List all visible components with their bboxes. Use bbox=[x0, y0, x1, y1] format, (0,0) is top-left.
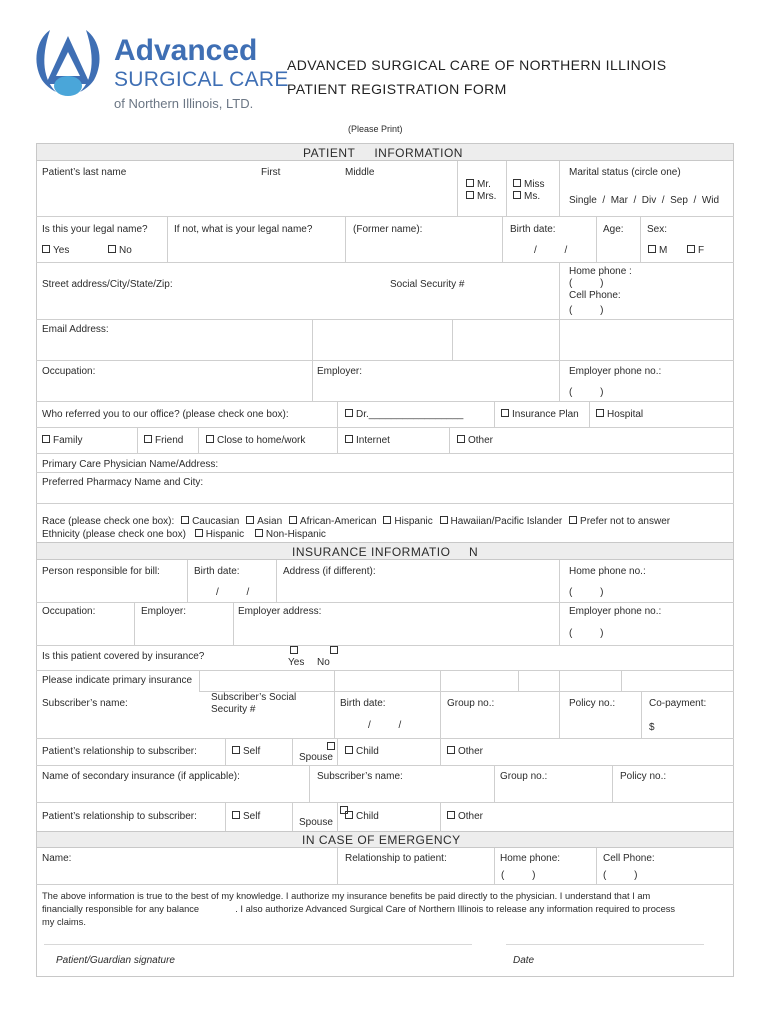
race-caucasian[interactable] bbox=[181, 516, 239, 527]
ms-label: Ms. bbox=[524, 191, 541, 202]
ref-dr-checkbox[interactable] bbox=[345, 409, 353, 417]
covered-no-label: No bbox=[317, 657, 330, 668]
subscriber-name-label: Subscriber’s name: bbox=[42, 698, 128, 709]
date-line[interactable] bbox=[506, 944, 704, 945]
last-name-label: Patient’s last name bbox=[42, 167, 127, 178]
logo-line1: Advanced bbox=[114, 34, 258, 67]
employer-phone-paren[interactable]: ( ) bbox=[569, 387, 604, 398]
sex-f-checkbox[interactable] bbox=[687, 245, 695, 253]
logo-line3: of Northern Illinois, LTD. bbox=[114, 96, 254, 111]
subscriber-birth-label: Birth date: bbox=[340, 698, 386, 709]
ref-hospital-label: Hospital bbox=[607, 409, 644, 420]
secondary-subscriber-label: Subscriber’s name: bbox=[317, 771, 403, 782]
legal-no-checkbox[interactable] bbox=[108, 245, 116, 253]
date-label: Date bbox=[513, 955, 535, 966]
race-asian[interactable] bbox=[246, 516, 282, 527]
ssn-label: Social Security # bbox=[390, 279, 465, 290]
resp-employer-address-label: Employer address: bbox=[238, 606, 322, 617]
ref-family-label: Family bbox=[53, 435, 83, 446]
first-name-label: First bbox=[261, 167, 281, 178]
relationship-label: Patient’s relationship to subscriber: bbox=[42, 746, 197, 757]
rel2-spouse-label: Spouse bbox=[299, 817, 333, 828]
race-hawaiian[interactable] bbox=[440, 516, 563, 527]
sex-m[interactable] bbox=[648, 245, 667, 256]
ref-friend-checkbox[interactable] bbox=[144, 435, 152, 443]
street-address-label: Street address/City/State/Zip: bbox=[42, 279, 173, 290]
race-caucasian-label: Caucasian bbox=[192, 516, 240, 527]
legal-no[interactable] bbox=[108, 245, 132, 256]
ref-hospital-checkbox[interactable] bbox=[596, 409, 604, 417]
resp-employer-label: Employer: bbox=[141, 606, 187, 617]
rel2-self[interactable] bbox=[232, 811, 260, 822]
secondary-insurance-label: Name of secondary insurance (if applicable): bbox=[42, 771, 240, 782]
pcp-label: Primary Care Physician Name/Address: bbox=[42, 459, 219, 470]
ref-hospital[interactable] bbox=[596, 409, 643, 420]
emergency-section-title: IN CASE OF EMERGENCY bbox=[302, 833, 461, 847]
rel-self-label: Self bbox=[243, 746, 261, 757]
secondary-policy-label: Policy no.: bbox=[620, 771, 667, 782]
legal-yes[interactable] bbox=[42, 245, 69, 256]
sex-f-label: F bbox=[698, 245, 705, 256]
emergency-relationship-label: Relationship to patient: bbox=[345, 853, 447, 864]
mrs-checkbox[interactable] bbox=[466, 191, 474, 199]
ref-insurance-checkbox[interactable] bbox=[501, 409, 509, 417]
subscriber-birth-slashes[interactable]: / / bbox=[368, 720, 402, 731]
sex-f[interactable] bbox=[687, 245, 704, 256]
rel-child-checkbox[interactable] bbox=[345, 746, 353, 754]
rel2-child[interactable] bbox=[345, 811, 379, 822]
age-label: Age: bbox=[603, 224, 624, 235]
form-title: PATIENT REGISTRATION FORM bbox=[287, 81, 507, 97]
legal-no-label: No bbox=[119, 245, 132, 256]
form-org-title: ADVANCED SURGICAL CARE OF NORTHERN ILLINOIS bbox=[287, 57, 667, 73]
race-prefer-not-label: Prefer not to answer bbox=[580, 516, 671, 527]
ref-close-home-checkbox[interactable] bbox=[206, 435, 214, 443]
please-print-note: (Please Print) bbox=[348, 124, 403, 134]
rel-other[interactable] bbox=[447, 746, 483, 757]
ref-insurance-plan[interactable] bbox=[501, 409, 579, 420]
marital-label: Marital status (circle one) bbox=[569, 167, 681, 178]
ref-internet-label: Internet bbox=[356, 435, 390, 446]
ref-insurance-label: Insurance Plan bbox=[512, 409, 579, 420]
title-miss[interactable] bbox=[513, 179, 545, 190]
ref-close-home[interactable] bbox=[206, 435, 305, 446]
copay-dollar[interactable]: $ bbox=[649, 722, 655, 733]
rel2-self-checkbox[interactable] bbox=[232, 811, 240, 819]
legal-yes-checkbox[interactable] bbox=[42, 245, 50, 253]
ref-other-label: Other bbox=[468, 435, 494, 446]
ref-other[interactable] bbox=[457, 435, 493, 446]
cell-phone-paren[interactable]: ( ) bbox=[569, 305, 604, 316]
mr-label: Mr. bbox=[477, 179, 491, 190]
race-caucasian-checkbox[interactable] bbox=[181, 516, 189, 524]
ethnicity-hispanic[interactable] bbox=[195, 529, 244, 540]
rel-other-checkbox[interactable] bbox=[447, 746, 455, 754]
patient-section-title: PATIENT INFORMATION bbox=[303, 146, 463, 160]
ref-internet-checkbox[interactable] bbox=[345, 435, 353, 443]
responsible-birth-slashes[interactable]: / / bbox=[216, 587, 250, 598]
ethnicity-hispanic-checkbox[interactable] bbox=[195, 529, 203, 537]
emergency-section-header bbox=[36, 831, 734, 848]
ref-family[interactable] bbox=[42, 435, 82, 446]
pharmacy-label: Preferred Pharmacy Name and City: bbox=[42, 477, 204, 488]
mr-checkbox[interactable] bbox=[466, 179, 474, 187]
secondary-group-label: Group no.: bbox=[500, 771, 548, 782]
legal-yes-label: Yes bbox=[53, 245, 70, 256]
emergency-name-label: Name: bbox=[42, 853, 72, 864]
emergency-home-phone-paren[interactable]: ( ) bbox=[501, 870, 536, 881]
mrs-label: Mrs. bbox=[477, 191, 497, 202]
emergency-cell-phone-paren[interactable]: ( ) bbox=[603, 870, 638, 881]
logo-line2: SURGICAL CARE bbox=[114, 68, 289, 91]
emergency-home-phone-label: Home phone: bbox=[500, 853, 561, 864]
responsible-address-label: Address (if different): bbox=[283, 566, 376, 577]
marital-options[interactable]: Single / Mar / Div / Sep / Wid bbox=[569, 195, 720, 206]
title-mr[interactable] bbox=[466, 179, 491, 190]
patient-section-header bbox=[36, 143, 734, 161]
rel-spouse-checkbox[interactable] bbox=[327, 742, 335, 750]
race-hispanic[interactable] bbox=[383, 516, 432, 527]
rel2-child-label: Child bbox=[356, 811, 379, 822]
sex-m-checkbox[interactable] bbox=[648, 245, 656, 253]
ref-internet[interactable] bbox=[345, 435, 390, 446]
ethnicity-hispanic-label: Hispanic bbox=[205, 529, 245, 540]
covered-no-checkbox[interactable] bbox=[330, 646, 338, 654]
cell-phone-label: Cell Phone: bbox=[569, 290, 621, 301]
rel2-self-label: Self bbox=[243, 811, 261, 822]
resp-employer-phone-label: Employer phone no.: bbox=[569, 606, 662, 617]
rel2-other-label: Other bbox=[458, 811, 484, 822]
birth-date-label: Birth date: bbox=[510, 224, 556, 235]
ethnicity-row bbox=[42, 529, 326, 540]
ref-dr-label: Dr._________________ bbox=[356, 409, 464, 420]
insurance-section-title: INSURANCE INFORMATIO bbox=[292, 545, 451, 559]
consent-line2: financially responsible for any balance . I also authorize Advanced Surgical Care of Northern Illinois to release any information required to process bbox=[42, 904, 676, 914]
relationship2-label: Patient’s relationship to subscriber: bbox=[42, 811, 197, 822]
ms-checkbox[interactable] bbox=[513, 191, 521, 199]
race-row bbox=[42, 516, 670, 527]
legal-name-question: Is this your legal name? bbox=[42, 224, 148, 235]
rel-self-checkbox[interactable] bbox=[232, 746, 240, 754]
ref-close-home-label: Close to home/work bbox=[217, 435, 306, 446]
ref-other-checkbox[interactable] bbox=[457, 435, 465, 443]
rel-self[interactable] bbox=[232, 746, 260, 757]
home-phone-label: Home phone : bbox=[569, 266, 632, 277]
race-asian-label: Asian bbox=[257, 516, 283, 527]
race-african-american-checkbox[interactable] bbox=[289, 516, 297, 524]
race-hawaiian-label: Hawaiian/Pacific Islander bbox=[450, 516, 563, 527]
former-name-label: (Former name): bbox=[353, 224, 423, 235]
occupation-label: Occupation: bbox=[42, 366, 96, 377]
primary-insurance-label: Please indicate primary insurance bbox=[42, 675, 193, 686]
rel-spouse-label: Spouse bbox=[299, 752, 333, 763]
rel-other-label: Other bbox=[458, 746, 484, 757]
rel2-other[interactable] bbox=[447, 811, 483, 822]
ethnicity-non-hispanic-label: Non-Hispanic bbox=[265, 529, 326, 540]
sex-label: Sex: bbox=[647, 224, 668, 235]
responsible-home-phone-label: Home phone no.: bbox=[569, 566, 646, 577]
resp-occupation-label: Occupation: bbox=[42, 606, 96, 617]
home-phone-paren[interactable]: ( ) bbox=[569, 278, 604, 289]
miss-label: Miss bbox=[524, 179, 545, 190]
consent-line1: The above information is true to the best of my knowledge. I authorize my insurance benefits be paid directly to the physician. I understand that I am bbox=[42, 891, 651, 901]
race-hispanic-label: Hispanic bbox=[394, 516, 433, 527]
ref-friend-label: Friend bbox=[155, 435, 184, 446]
race-asian-checkbox[interactable] bbox=[246, 516, 254, 524]
group-no-label: Group no.: bbox=[447, 698, 495, 709]
insurance-section-header bbox=[36, 542, 734, 560]
employer-phone-label: Employer phone no.: bbox=[569, 366, 662, 377]
covered-question: Is this patient covered by insurance? bbox=[42, 651, 205, 662]
rel2-other-checkbox[interactable] bbox=[447, 811, 455, 819]
consent-line3: my claims. bbox=[42, 917, 86, 927]
race-prefer-not[interactable] bbox=[569, 516, 670, 527]
signature-line[interactable] bbox=[44, 944, 472, 945]
covered-yes-label: Yes bbox=[288, 657, 305, 668]
insurance-section-title-n: N bbox=[469, 545, 479, 559]
referral-question: Who referred you to our office? (please check one box): bbox=[42, 409, 289, 420]
title-mrs[interactable] bbox=[466, 191, 496, 202]
race-hispanic-checkbox[interactable] bbox=[383, 516, 391, 524]
race-african-american[interactable] bbox=[289, 516, 377, 527]
subscriber-ssn-label: Subscriber’s Social Security # bbox=[211, 692, 297, 715]
ethnicity-label: Ethnicity (please check one box) bbox=[42, 529, 186, 540]
emergency-cell-phone-label: Cell Phone: bbox=[603, 853, 655, 864]
race-prefer-not-checkbox[interactable] bbox=[569, 516, 577, 524]
rel-child[interactable] bbox=[345, 746, 379, 757]
sex-m-label: M bbox=[659, 245, 668, 256]
birth-date-slashes[interactable]: / / bbox=[534, 245, 568, 256]
race-label: Race (please check one box): bbox=[42, 516, 175, 527]
miss-checkbox[interactable] bbox=[513, 179, 521, 187]
policy-no-label: Policy no.: bbox=[569, 698, 616, 709]
middle-name-label: Middle bbox=[345, 167, 375, 178]
ref-friend[interactable] bbox=[144, 435, 183, 446]
race-hawaiian-checkbox[interactable] bbox=[440, 516, 448, 524]
ethnicity-non-hispanic-checkbox[interactable] bbox=[255, 529, 263, 537]
copay-label: Co-payment: bbox=[649, 698, 707, 709]
responsible-birth-label: Birth date: bbox=[194, 566, 240, 577]
race-african-american-label: African-American bbox=[299, 516, 377, 527]
signature-label: Patient/Guardian signature bbox=[56, 955, 175, 966]
logo-mark-icon bbox=[32, 24, 104, 100]
responsible-label: Person responsible for bill: bbox=[42, 566, 160, 577]
ethnicity-non-hispanic[interactable] bbox=[255, 529, 326, 540]
covered-yes-checkbox[interactable] bbox=[290, 646, 298, 654]
rel-child-label: Child bbox=[356, 746, 379, 757]
resp-employer-phone-paren[interactable]: ( ) bbox=[569, 628, 604, 639]
email-label: Email Address: bbox=[42, 324, 109, 335]
legal-name-label: If not, what is your legal name? bbox=[174, 224, 313, 235]
employer-label: Employer: bbox=[317, 366, 363, 377]
rel2-child-checkbox[interactable] bbox=[345, 811, 353, 819]
responsible-home-phone-paren[interactable]: ( ) bbox=[569, 587, 604, 598]
ref-family-checkbox[interactable] bbox=[42, 435, 50, 443]
title-ms[interactable] bbox=[513, 191, 540, 202]
ref-dr[interactable] bbox=[345, 409, 463, 420]
